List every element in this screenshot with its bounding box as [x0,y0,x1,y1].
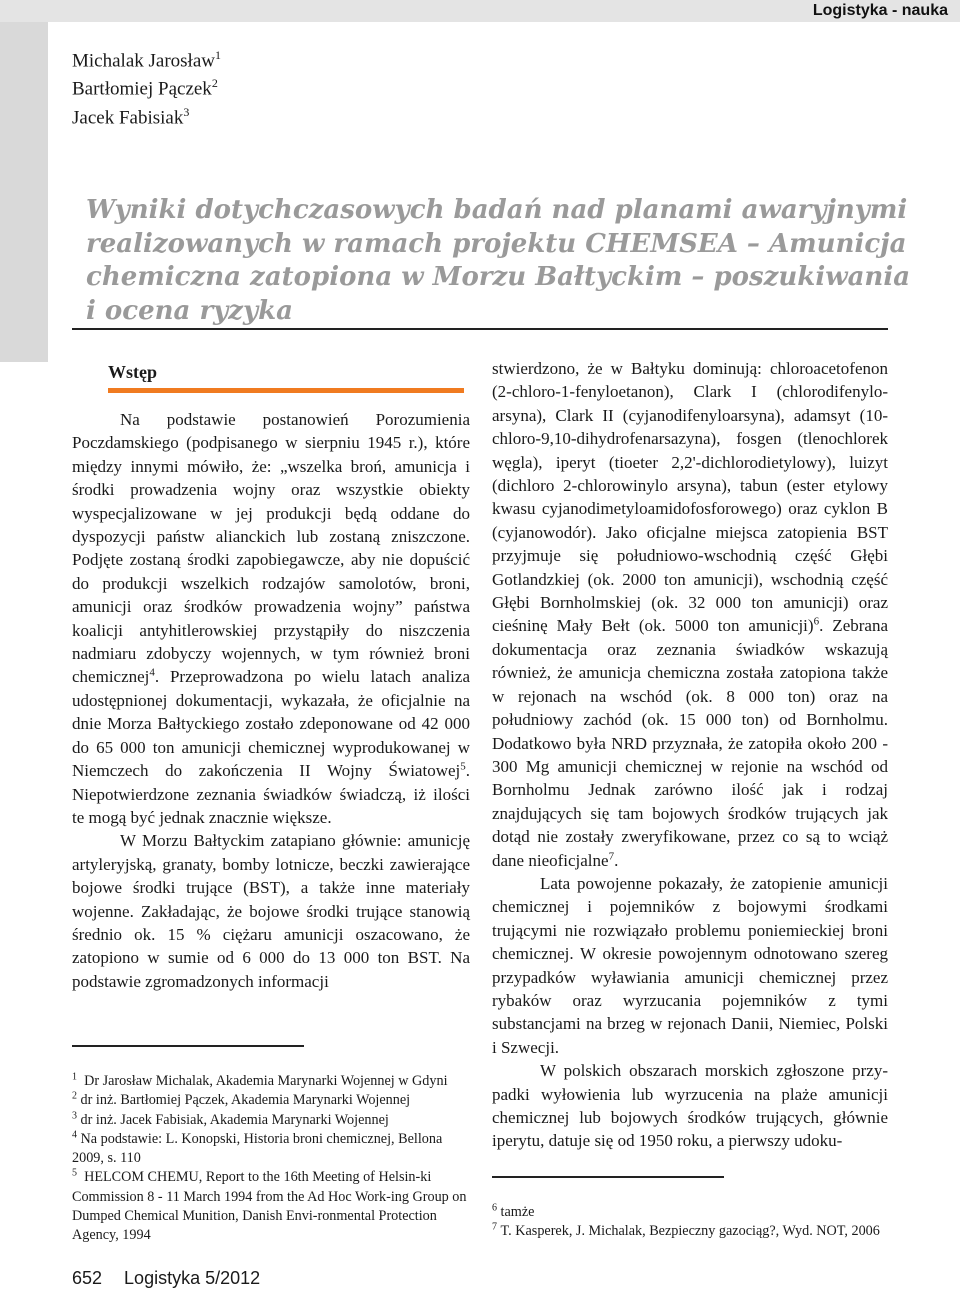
right-column [492,357,888,1153]
author: Jacek Fabisiak$^3$ [72,104,190,128]
running-header [0,0,960,22]
title-line: chemiczna zatopiona w Morzu Bałtyckim – poszukiwania [86,262,911,292]
footnote-ref: 5 [460,760,466,773]
author: Michalak Jarosław$^1$ [72,48,221,72]
page-footer [72,1266,260,1290]
article-title [86,194,911,328]
footnote: $^4$ Na podstawie: L. Konopski, Historia broni chemicznej, Bellona 2009, s. 110 [72,1129,443,1167]
footnote: $^5$ HELCOM CHEMU, Report to the 16th Meeting of Helsin-ki Commission 8 - 11 March 1994 from the Ad Hoc Work-ing Group on Dumped Chemical Munition, Danish Envi-ronmental Protection Agency, 1994 [72,1167,467,1244]
footnotes [492,1203,892,1242]
footnote: $^2$ dr inż. Bartłomiej Pączek, Akademia Marynarki Wojennej [72,1090,411,1109]
page-number: 652 [72,1268,103,1288]
footnote-ref: 6 [813,615,820,628]
title-line: Wyniki dotychczasowych badań nad planami awaryjnymi [86,195,908,225]
footnote: $^1$ Dr Jarosław Michalak, Akademia Marynarki Wojennej w Gdyni [72,1071,448,1089]
section-accent-rule [108,388,464,393]
paragraph: Na podstawie postanowień Porozumienia Poczdamskiego (podpisanego w sierpniu 1945 r.), które między innymi mówiło, że: „wszelka broń, amunicja i środki prowadzenia wojny oraz wszystkie obiekty wyspecjalizowane w jej produkcji będą oddane do dyspozycji państw alianckich lub zostaną zniszczone. Podjęte zostaną środki zapobiegawcze, aby nie dopuścić do produkcji wszelkich rodzajów samolotów, broni, amunicji oraz środków prowadzenia wojny” państwa koalicji antyhitlerowskiej przystąpiły do niszczenia nadmiaru zdobyczy wojennych, w tym również broni chemicznej$^4$. Przeprowadzona po wielu latach analiza udostępnionej dokumentacji, wykazała, że oficjalnie na dnie Morza Bałtyckiego zostało zdeponowane od 42 000 do 65 000 ton amunicji chemicznej wyprodukowanej w Niemczech do zakończenia II Wojny Światowej$^5$. Niepotwierdzone zeznania świadków świadczą, iż ilości te mogą być jednak znacznie większe. [72,410,470,827]
title-line: realizowanych w ramach projektu CHEMSEA – Amunicja [86,228,907,259]
author: Bartłomiej Pączek$^2$ [72,76,218,100]
footnote: $^7$ T. Kasperek, J. Michalak, Bezpieczny gazociąg?, Wyd. NOT, 2006 [492,1221,880,1240]
title-divider [72,328,888,330]
decorative-stripe [0,22,48,362]
paragraph: Lata powojenne pokazały, że zatopienie amunicji chemicznej i pojemników z bojowymi środkami trującymi nie rozwiązało problemu poniemieckiej broni chemicznej. W okresie powojennym odnotowano szereg przypadków wyławiania amunicji chemicznej przez rybaków oraz wyrzucania pojemników z tymi substancjami na brzeg w rejonach Danii, Niemiec, Polski i Szwecji. [492,873,888,1057]
footnote-ref: 4 [149,666,155,679]
footnote-separator [492,1176,724,1178]
paragraph: stwierdzono, że w Bałtyku dominują: chloroacetofenon (2-chloro-1-fenyloetanon), Clark I (chlorodifenylo-arsyna), Clark II (cyjanodifenyloarsyna), adamsyt (10-chloro-9,10-dihydrofenarsazyna), fosgen (tlenochlorek węgla), iperyt (tioeter 2,2'-dichlorodietylowy), luizyt (dichloro 2-chlorowinylo arsyna), tabun (ester etylowy kwasu cyjanodimetyloamidofosforowego) oraz cyklon B (cyjanowodór). Jako oficjalne miejsca zatopienia BST przyjmuje się południowo-wschodnią część Głębi Gotlandzkiej (ok. 2000 ton amunicji), wschodnią część Głębi Bornholmskiej (ok. 32 000 ton amunicji) oraz cieśninę Mały Bełt (ok. 5000 ton amunicji)$^6$. Zebrana dokumentacja oraz zeznania świadków wskazują również, że amunicja chemiczna została zatopiona także w rejonach na wschód (ok. 8 000 ton) oraz na południowy zachód (ok. 15 000 ton) od Bornholmu. Dodatkowo była NRD przyznała, że zatopiła około 200 - 300 Mg amunicji chemicznej w rejonie na wschód od Bornholmu Jednak zarówno ilość jak i rodzaj znajdujących się tam bojowych środków trujących jak dotąd nie zostały zweryfikowane, przez co są to wciąż dane nieoficjalne$^7$. [492,359,888,870]
footnotes [72,1072,476,1246]
section-heading: Wstęp [108,362,157,382]
paragraph: W polskich obszarach morskich zgłoszone przy-padki wyłowienia lub wyrzucenia na plaże amunicji chemicznej lub bojowych środków trujących, głównie iperytu, datuje się od 1950 roku, a pierwszy udoku- [492,1061,888,1151]
journal-issue: Logistyka 5/2012 [124,1268,261,1288]
paragraph: W Morzu Bałtyckim zatapiano głównie: amunicję artyleryjską, granaty, bomby lotnicze, beczki zawierające bojowe środki trujące (BST), a także inne materiały wojenne. Zakładając, że bojowe środki trujące stanowią średnio ok. 15 % ciężaru amunicji oszacowano, że zatopiono w sumie od 6 000 do 13 000 ton BST. Na podstawie zgromadzonych informacji [72,831,470,991]
author-list [72,44,221,129]
footnote: $^6$ tamże [492,1202,535,1220]
running-header-label: Logistyka - nauka [812,2,948,19]
left-column [72,408,470,993]
title-line: i ocena ryzyka [86,295,293,326]
footnote-separator [72,1045,304,1047]
footnote: $^3$ dr inż. Jacek Fabisiak, Akademia Marynarki Wojennej [72,1109,389,1128]
footnote-ref: 7 [608,849,615,862]
